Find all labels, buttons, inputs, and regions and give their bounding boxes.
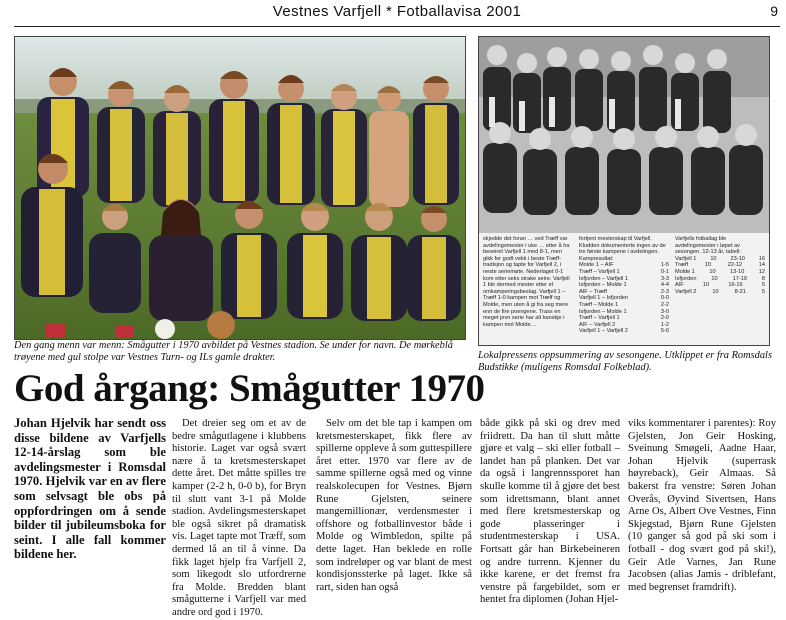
article-column-4 bbox=[480, 418, 620, 607]
clipping-column-2 bbox=[579, 236, 669, 335]
result-row: Varfjell 1 – Isfjorden 0-0 bbox=[579, 295, 669, 302]
standings-table bbox=[675, 256, 765, 296]
result-row: AIF – Træff 2-3 bbox=[579, 288, 669, 295]
standings-row: Varfjell 2 10 8-21 5 bbox=[675, 288, 765, 295]
page-header bbox=[14, 0, 780, 27]
standings-row: Varfjell 1 10 23-10 16 bbox=[675, 255, 765, 262]
article-column-3 bbox=[316, 418, 472, 594]
photo-caption-newspaper: Lokalpressens oppsummering av sesongene. Utklippet er fra Romsdals Budstikke (muligens Romsdal Folkeblad). bbox=[478, 350, 772, 373]
team-photo-color bbox=[14, 36, 466, 340]
column-4-text: både gikk på ski og drev med friidrett. Da han til slutt måtte gjøre et valg – ski eller fotball – landet han på planken. Det var da også i langrennssporet han skulle komme til å gjøre det best som idrettsmann, blant annet med flere kretsmesterskap og gode plasseringer i studentmesterskap i USA. Fortsatt går han Birkebeineren og andre turrenn. Kjenner du ikke karene, er det fremst fra venstre på fargebildet, som er hentet fra diplomen (Johan Hjel- bbox=[480, 418, 620, 606]
result-row: AIF – Varfjell 2 1-2 bbox=[579, 321, 669, 328]
article-headline: God årgang: Smågutter 1970 bbox=[14, 367, 485, 410]
column-3-text: Selv om det ble tap i kampen om kretsmesterskapet, fikk flere av spillerne oppleve å som guttespillere året etter. 1970 var flere av de samme spillerne også med og vinne realskolecupen for Vestnes. Bjørn Rune Gjelsten, seinere mangemillionær, verdensmester i offshore og fotballinvestor både i Molde og Wimbledon, spilte på dette laget. Han beklede en rolle som indreløper og var blant de mest kondisjonssterke på laget. Ikke så rart, siden han også bbox=[316, 418, 472, 593]
result-row: Varfjell 1 – Varfjell 2 5-0 bbox=[579, 328, 669, 335]
standings-row: Isfjorden 10 17-19 8 bbox=[675, 275, 765, 282]
clipping-column-2-text: fortjent mesterskap til Varfjell. Kludden dokumenterte ingen av de tre første kampene i avdelingen. Kampresultat: bbox=[579, 236, 666, 262]
article-lead: Johan Hjelvik har sendt oss disse bildene av Varfjells 12-14-årslag som ble avdelingsmester i Romsdal 1970. Hjelvik var en av flere som selvsagt ble obs på oppfordringen om å sende bilder til jubileumsboka for seint. I alle fall kommer bildene her. bbox=[14, 416, 166, 562]
result-row: Træff – Molde 1 2-2 bbox=[579, 301, 669, 308]
standings-row: AIF 10 16-16 5 bbox=[675, 282, 765, 289]
clipping-column-1: skjedde det foran … ved Træff var avdelingsmester i uke … etter å ha beseiret Varfjell 1 med 8-1, men gikk for godt vekk i beste Træff-tradisjon og tapte for Varfjell 2, i neste seriemøte. Nederlaget 0-1 kom etter seks strake seire. Varfjell 1 ble dermed mester etter et omkamperingsbeslag. Varfjell 1 – Træff 1-0 kampen mot Træff og Molde, men uten å gi fra seg mere enn de fire poengene. Trass en meget jevn serie har alt kanskje i kampen mot Molde… bbox=[483, 236, 570, 328]
team-photo-illustration bbox=[15, 37, 465, 339]
photo-caption-color: Den gang menn var menn: Smågutter i 1970 avbildet på Vestnes stadion. Se under for navn. De mørkeblå trøyene med gul stolpe var Vestnes Turn- og ILs gamle drakter. bbox=[14, 340, 453, 363]
publication-title: Vestnes Varfjell * Fotballavisa 2001 bbox=[272, 3, 522, 20]
result-row: Træff – Varfjell 1 0-1 bbox=[579, 268, 669, 275]
newspaper-clipping-text bbox=[481, 234, 767, 342]
result-row: Molde 1 – AIF 1-5 bbox=[579, 262, 669, 269]
article-column-2 bbox=[172, 418, 306, 620]
newspaper-photo-illustration bbox=[479, 37, 769, 233]
column-5-text: viks kommentarer i parentes): Roy Gjelsten, Jon Geir Hosking, Sveinung Smøgeli, Aadne Haar, Johan Hjelvik (superrask høyreback), Geir Almaas. Så bakerst fra venstre: Søren Johan Overås, Øyvind Sivertsen, Hans Arne Os, Albert Ove Vestnes, Finn Skjegstad, Bjørn Rune Gjelsten (10 ganger så god på ski som i fotball - dog svært god på ski!), Geir Atle Varnes, Jan Rune Jacobsen (alias Jamis - driblefant, med begrenset framdrift). bbox=[628, 418, 776, 593]
standings-row: Molde 1 10 13-10 12 bbox=[675, 268, 765, 275]
result-row: Træff – Varfjell 1 2-0 bbox=[579, 315, 669, 322]
results-table bbox=[579, 262, 669, 335]
result-row: Isfjorden – Molde 1 3-0 bbox=[579, 308, 669, 315]
team-photo-newspaper bbox=[478, 36, 770, 346]
page-number: 9 bbox=[770, 3, 778, 19]
result-row: Isfjorden – Molde 1 4-4 bbox=[579, 282, 669, 289]
standings-row: Træff 10 22-12 14 bbox=[675, 262, 765, 269]
article-column-5 bbox=[628, 418, 776, 594]
clipping-column-3-text: Varfjells fotballag ble avdelingsmester i løpet av sesongen. 12-13 år, tabell: bbox=[675, 236, 741, 256]
column-2-text: Det dreier seg om et av de bedre smågutlagene i klubbens historie. Laget var også svært nære å ta kretsmesterskapet dette året. Det måtte spilles tre kamper (2-2 h, 0-0 b), for Bryn til slutt vant 3-1 på Molde stadion. Avdelingsmesterskapet ble også sikret på dramatisk vis. Laget tapte mot Træff, som dermed lå an til å vinne. Da fikk laget hjelp fra Varfjell 2, som likegodt slo utfordrerne fra Molde. Bredden blant smågutterne i Varfjell var med andre ord god i 1970. bbox=[172, 418, 306, 618]
clipping-column-3 bbox=[675, 236, 765, 295]
result-row: Isfjorden – Varfjell 1 3-3 bbox=[579, 275, 669, 282]
